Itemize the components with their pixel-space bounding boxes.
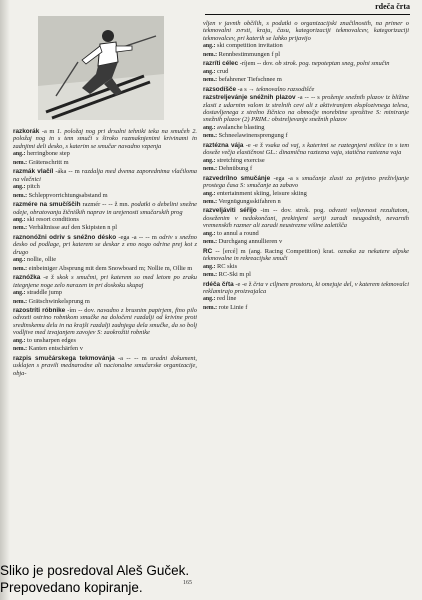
entry-headword: raznonóžni odriv s snéžno désko [13, 233, 117, 241]
entry-definition-line [13, 355, 197, 377]
entry-nem-line [13, 265, 197, 273]
language-label: ang.: [203, 190, 216, 197]
entry-ang-line [13, 216, 197, 224]
translation-ang: stretching exercise [217, 156, 265, 164]
language-label: ang.: [203, 230, 216, 237]
entry-headword: razmák vlačíl [13, 168, 54, 176]
translation-ang: ski resort conditions [27, 215, 79, 223]
left-column [13, 128, 197, 378]
language-label: ang.: [13, 184, 26, 191]
right-column [203, 20, 409, 313]
notice-line-1: Sliko je posredoval Aleš Guček. [0, 563, 190, 578]
language-label: nem.: [13, 192, 28, 199]
entry-nem-line [13, 159, 197, 167]
entry-headword: razstreljevánje snéžnih plazov [203, 94, 296, 102]
entry-definition-line [13, 274, 197, 289]
entry-nem-line [13, 298, 197, 306]
dictionary-entry [13, 355, 197, 377]
entry-nem-line [203, 271, 409, 279]
translation-nem: Vergnügungsskifahren n [218, 197, 281, 205]
dictionary-entry [203, 248, 409, 280]
translation-ang: entertainment skiing, leisure skiing [217, 189, 307, 197]
dictionary-entry [13, 234, 197, 273]
skier-illustration [38, 16, 164, 120]
entry-definition-line [13, 307, 197, 337]
entry-grammar: -ím -- dov. [65, 306, 98, 314]
copyright-notice [0, 562, 300, 596]
translation-ang: to unsharpen edges [27, 336, 76, 344]
language-label: ang.: [13, 290, 26, 297]
entry-nem-line [203, 198, 409, 206]
entry-definition-line [13, 234, 197, 256]
entry-ang-line [13, 289, 197, 297]
entry-definition-line [203, 281, 409, 296]
entry-headword: raznóžka [13, 274, 41, 282]
entry-definition: skok s smučmi, pri katerem so med letom po zraku iztegnjene noge zelo narazen in pri doskoku skupaj [13, 274, 197, 289]
language-label: nem.: [203, 77, 218, 84]
dictionary-entry [203, 142, 409, 174]
translation-ang: RC skis [217, 262, 238, 270]
entry-headword: RC [203, 247, 213, 255]
entry-ang-line [203, 190, 409, 198]
dictionary-entry [203, 207, 409, 246]
entry-headword: razríti célec [203, 60, 239, 68]
language-label: nem.: [13, 298, 28, 305]
translation-nem: Rennbestimmungen f pl [218, 50, 281, 58]
entry-grammar: -a -- -- m [114, 354, 151, 362]
language-label: nem.: [203, 51, 218, 58]
entry-ang-line [203, 230, 409, 238]
entry-headword: razvedrílno smučánje [203, 174, 271, 182]
translation-nem: Kanten entschärfen v [28, 345, 83, 353]
entry-ang-line [203, 157, 409, 165]
entry-nem-line [203, 165, 409, 173]
entry-grammar: -im -- dov. strok. pog. [256, 207, 329, 215]
translation-ang: avalanche blasting [217, 123, 265, 131]
language-label: ang.: [203, 296, 216, 303]
translation-ang: to annul a round [217, 229, 259, 237]
translation-ang: pitch [27, 183, 40, 191]
entry-definition-line [203, 94, 409, 124]
entry-definition: uradni dokument, usklajen s pravili mednarodne ali nacionalne smučarske organizacije, obja- [13, 354, 197, 377]
dictionary-entry [13, 168, 197, 200]
entry-definition: odvzeti veljavnost rezultatom, doseženim v nedokončani, prekinjeni seriji zaradi neugodnih, nevarnih vremenskih razmer ali zaradi neustrezne višine zaletišča [203, 207, 409, 230]
translation-nem: Dehnübung f [218, 165, 253, 173]
language-label: ang.: [203, 68, 216, 75]
dictionary-entry [203, 94, 409, 141]
translation-nem: Grätschwinkelsprung m [28, 297, 90, 305]
entry-definition: proženje snežnih plazov iz bližine zlasti z udarnim valom iz strelnih cevi ali z aktiviranjem eksplozivnega telesa, dostavljenega z strelno žičnico na območje morebitne sprožitve S: miniranje snežnih plazov (2) PRIM.: obstreljevanje snežnih plazov [203, 94, 409, 124]
entry-headword: rdéča čŕta [203, 280, 234, 288]
entry-grammar: -ríjem -- dov. [238, 60, 276, 68]
page-number: 165 [183, 580, 192, 586]
entry-ang-line [13, 150, 197, 158]
entry-definition-line [13, 128, 197, 150]
language-label: ang.: [203, 124, 216, 131]
language-label: nem.: [13, 159, 28, 166]
entry-grammar: -áka -- m [53, 168, 82, 176]
entry-definition: 1. položaj nog pri drsalni tehniki teka na smučeh 2. položaj nog in s tem smuči s široko razmaknjenimi krivinami in zadnjimi deli desko, s katerim se smučar navadno vzpenja [13, 128, 197, 150]
entry-ang-line [203, 263, 409, 271]
entry-definition: črta v ciljnem prostoru, ki omejuje del, v katerem tekmovalci reklamirajo proizvajalca [203, 280, 409, 295]
entry-headword: razveljáviti séřijo [203, 207, 257, 215]
language-label: nem.: [203, 198, 218, 205]
translation-ang: crud [217, 67, 229, 75]
entry-headword: razmére na smučíščih [13, 201, 81, 209]
entry-grammar: -e -e ž [233, 280, 254, 288]
entry-definition-line [203, 86, 409, 93]
dictionary-entry [13, 307, 197, 354]
entry-grammar: -- [ercé] m (ang. Racing Competition) krat. [212, 247, 338, 255]
entry-definition: → tekmovalno razsodišče [248, 85, 315, 93]
language-label: ang.: [203, 157, 216, 164]
entry-nem-line [203, 238, 409, 246]
entry-grammar: -ega -a s [270, 174, 303, 182]
translation-ang: nollie, ollie [27, 256, 57, 264]
translation-nem: Durchgang annullieren v [218, 238, 283, 246]
language-label: nem.: [203, 133, 218, 140]
entry-ang-line [13, 337, 197, 345]
translation-nem: Verhältnisse auf den Skipisten n pl [28, 224, 118, 232]
entry-ang-line [203, 68, 409, 76]
dictionary-entry [203, 281, 409, 313]
entry-grammar: -a s [236, 85, 249, 93]
language-label: ang.: [13, 151, 26, 158]
entry-grammar: -a -- -- s [295, 94, 322, 102]
entry-definition: razdalja med dvema zaporednima vlačiloma na vlečnici [13, 168, 197, 183]
entry-definition-line [203, 142, 409, 157]
entry-grammar: -e ž [40, 274, 57, 282]
translation-ang: straddle jump [27, 289, 62, 297]
language-label: ang.: [13, 337, 26, 344]
entry-ang-line [13, 183, 197, 191]
entry-definition: vsaka od vaj, s katerimi se raztegnjeni mišice in s tem doseže večja elastičnost GL.: dinamična raztezna vaja, statična raztezna vaja [203, 141, 409, 157]
language-label: ang.: [203, 43, 216, 50]
skier-icon [38, 16, 164, 120]
entry-definition-line [203, 207, 409, 229]
entry-nem-line [13, 345, 197, 353]
translation-ang: ski competition invitation [217, 42, 283, 50]
dictionary-entry [203, 60, 409, 84]
entry-headword: razkorák [13, 128, 40, 135]
language-label: nem.: [13, 346, 28, 353]
language-label: nem.: [13, 265, 28, 272]
language-label: ang.: [13, 257, 26, 264]
entry-grammar: -ega -a -- -- m [116, 233, 160, 241]
entry-headword: razsodíšče [203, 85, 237, 93]
translation-nem: Schleppvorrichtungsabstand m [28, 191, 108, 199]
dictionary-entry [13, 201, 197, 233]
translation-nem: Schneelawinensprengung f [218, 132, 288, 140]
language-label: ang.: [203, 263, 216, 270]
header-rule [205, 14, 410, 15]
dictionary-entry [13, 128, 197, 167]
translation-ang: red line [217, 295, 237, 303]
translation-nem: Grätenschritt m [28, 158, 69, 166]
translation-nem: RC-Ski m pl [218, 271, 251, 279]
dictionary-entry [203, 175, 409, 207]
dictionary-entry [203, 86, 409, 93]
entry-definition-line [13, 168, 197, 183]
entry-definition-line [203, 20, 409, 42]
running-headword: rdeča črta [375, 2, 410, 11]
entry-definition: oznaka za nekatere alpske tekmovalne in rekreacijske smuči [203, 247, 409, 263]
entry-definition: odriv s snežno desko od podlage, pri katerem se deskar z eno nogo odrine prej kot z drugo [13, 233, 197, 256]
page-binding-shadow [0, 0, 10, 600]
entry-definition: smučanje zlasti za prijetno preživljanje prostega časa S: smučanje za zabavo [203, 174, 409, 190]
entry-definition-line [13, 201, 197, 216]
translation-nem: rote Linie f [218, 303, 248, 311]
entry-headword: razostríti róbnike [13, 306, 66, 314]
entry-definition-line [203, 60, 409, 67]
entry-ang-line [203, 295, 409, 303]
entry-definition: ob strok. pog. nepoteptan sneg, polni smučin [275, 60, 390, 68]
entry-definition: podatki o debelini snežne odeje, obratovanju žičniških naprav in urejenosti smučarskih prog [13, 201, 198, 216]
entry-ang-line [13, 256, 197, 264]
entry-definition-line [203, 248, 409, 263]
entry-nem-line [203, 76, 409, 84]
entry-definition-line [203, 175, 409, 190]
entry-nem-line [13, 224, 197, 232]
entry-ang-line [203, 124, 409, 132]
translation-nem: einbeiniger Absprung mit dem Snowboard m; Nollie m, Ollie m [28, 264, 193, 272]
dictionary-entry [203, 20, 409, 59]
entry-definition: vljen v javnih občilih, s podatki o organizacijski značilnostih, na primer o tekmovalni zvrsti, kraju, času, kategorizaciji tekmovalcev, kategorizaciji tekmovalcev, pri katerih se lahko prijavijo [203, 20, 409, 42]
entry-nem-line [203, 304, 409, 312]
language-label: nem.: [203, 239, 218, 246]
language-label: nem.: [203, 272, 218, 279]
entry-nem-line [13, 192, 197, 200]
entry-definition: navadno z brusnim papirjem, fino pilo odvzeti ostrino robnikom smučke na določeni razdalji od krivine proti sredinskemu delu in na krajši razdalji zadnjega dela smučke, da so bolj vodljive med izvajanjem zavojev S: zaokrožiti robnike [13, 306, 197, 337]
language-label: nem.: [203, 166, 218, 173]
entry-headword: raztézna vája [203, 141, 244, 149]
translation-ang: herringbone step [27, 150, 70, 158]
entry-ang-line [203, 42, 409, 50]
entry-nem-line [203, 51, 409, 59]
entry-grammar: razmér -- -- ž mn. [80, 201, 132, 209]
language-label: ang.: [13, 216, 26, 223]
entry-grammar: -a m [39, 128, 57, 135]
language-label: nem.: [203, 304, 218, 311]
language-label: nem.: [13, 225, 28, 232]
entry-headword: razpis smučárskega tekmovánja [13, 354, 115, 362]
translation-nem: befahrener Tiefschnee m [218, 76, 282, 84]
entry-nem-line [203, 132, 409, 140]
notice-line-2: Prepovedano kopiranje. [0, 580, 143, 595]
dictionary-entry [13, 274, 197, 306]
entry-grammar: -e -e ž [243, 141, 266, 149]
